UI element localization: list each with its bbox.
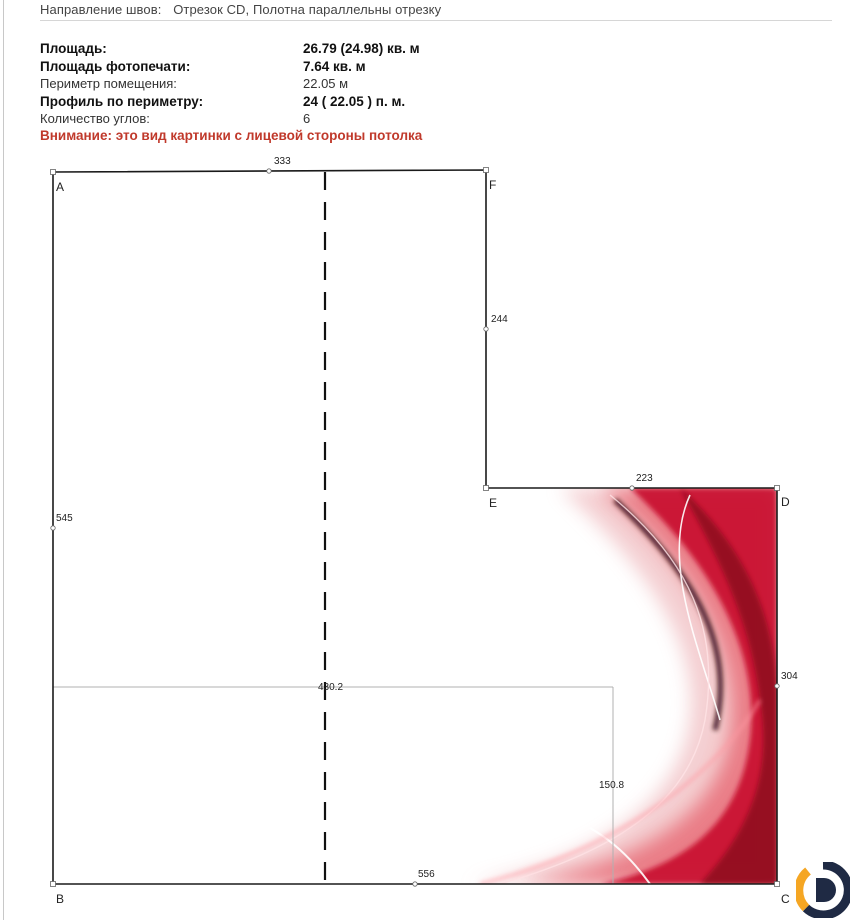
seam-direction-value: Отрезок CD, Полотна параллельны отрезку xyxy=(173,2,442,17)
info-key: Площадь фотопечати: xyxy=(40,58,191,74)
vertex-marker xyxy=(51,170,56,175)
info-value: 6 xyxy=(303,111,311,126)
info-key: Периметр помещения: xyxy=(40,76,177,91)
info-value: 7.64 кв. м xyxy=(303,58,366,74)
edge-length-fe: 244 xyxy=(491,314,508,325)
vertex-marker xyxy=(775,486,780,491)
photo-print-image xyxy=(470,488,777,884)
vertex-marker xyxy=(775,882,780,887)
edge-length-af: 333 xyxy=(274,156,291,167)
midpoint-marker xyxy=(775,684,779,688)
midpoint-marker xyxy=(630,486,634,490)
info-value: 22.05 м xyxy=(303,76,349,91)
corner-label-f: F xyxy=(489,178,497,192)
midpoint-marker xyxy=(267,169,271,173)
seam-direction-label: Направление швов: xyxy=(40,2,162,17)
corner-label-a: A xyxy=(56,180,65,194)
edge-length-ba: 545 xyxy=(56,513,73,524)
brand-logo-icon xyxy=(796,862,850,918)
info-key: Площадь: xyxy=(40,41,107,56)
info-value: 26.79 (24.98) кв. м xyxy=(303,41,420,56)
corner-label-d: D xyxy=(781,495,790,509)
edge-length-cb: 556 xyxy=(418,869,435,880)
vertex-marker xyxy=(484,168,489,173)
info-value: 24 ( 22.05 ) п. м. xyxy=(303,93,406,109)
edge-length-ed: 223 xyxy=(636,473,653,484)
warning-text: Внимание: это вид картинки с лицевой стороны потолка xyxy=(40,128,423,143)
vertex-marker xyxy=(51,882,56,887)
midpoint-marker xyxy=(484,327,488,331)
info-key: Количество углов: xyxy=(40,111,150,126)
vertex-marker xyxy=(484,486,489,491)
midpoint-marker xyxy=(413,882,417,886)
edge-length-dc: 304 xyxy=(781,671,798,682)
corner-label-b: B xyxy=(56,892,65,906)
print-width-label: 430.2 xyxy=(318,682,344,693)
corner-label-c: C xyxy=(781,892,790,906)
info-key: Профиль по периметру: xyxy=(40,93,204,109)
print-height-label: 150.8 xyxy=(599,780,625,791)
midpoint-marker xyxy=(51,526,55,530)
corner-label-e: E xyxy=(489,496,498,510)
